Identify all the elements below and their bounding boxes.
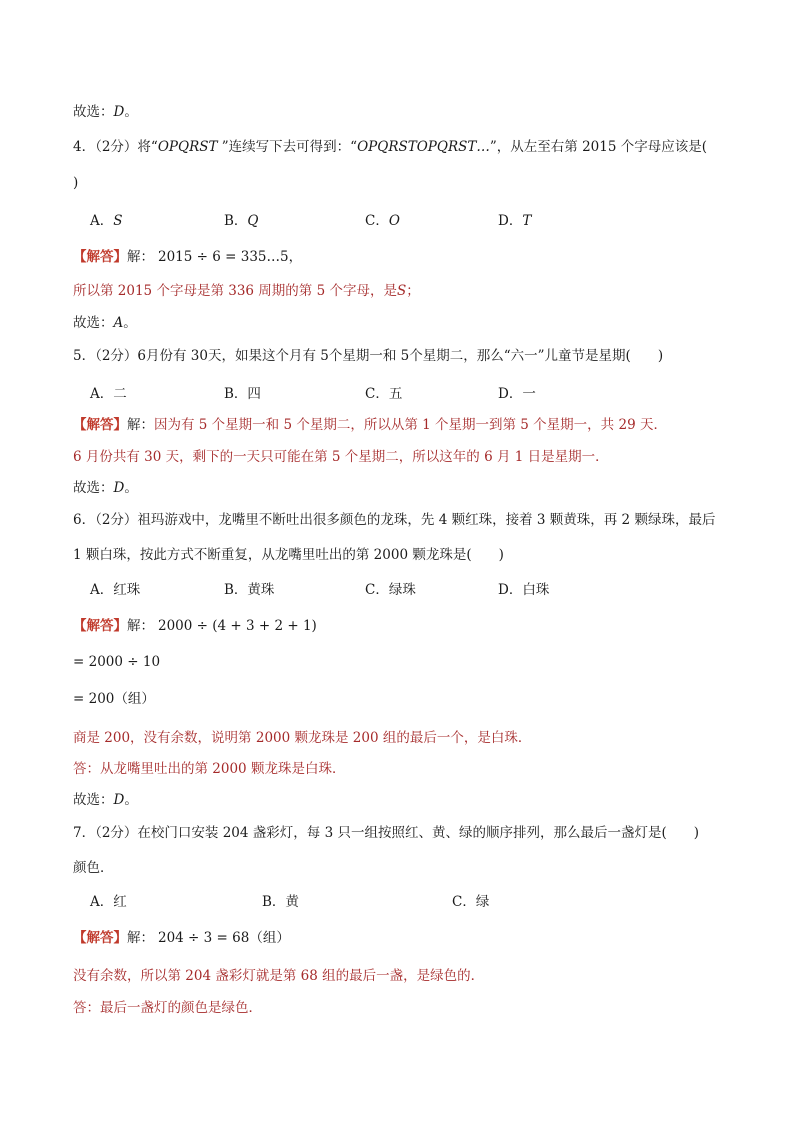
q4-option-c [365, 212, 400, 230]
q4-explain [73, 282, 420, 300]
q4-option-a [90, 212, 123, 230]
q5-stem: 5．（2分）6月份有 30天，如果这个月有 5个星期一和 5个星期二，那么“六一”儿童节是星期( ) [73, 348, 664, 364]
q5-option-a [90, 385, 127, 403]
q5-option-d [498, 385, 536, 403]
q7-stem-line2: 颜色． [73, 860, 114, 876]
q6-option-c [365, 581, 416, 599]
answer-suffix: 。 [123, 315, 137, 331]
q4-explain-text: 所以第 2015 个字母是第 336 周期的第 5 个字母，是 [73, 283, 397, 299]
q4-stem-text: 4．（2分）将“ [73, 139, 158, 155]
answer-value: D [113, 104, 125, 120]
option-text: 绿 [475, 894, 490, 910]
prev-answer-line [73, 103, 138, 121]
option-letter: C． [452, 894, 476, 910]
q5-solution-line [73, 416, 667, 434]
solution-tag: 【解答】 [73, 930, 127, 946]
q6-answer-line [73, 791, 138, 809]
q6-calc-3: = 200（组） [73, 691, 155, 707]
option-text: 五 [388, 386, 403, 402]
option-text: T [522, 213, 532, 229]
q7-solution-line [73, 929, 290, 947]
q5-option-c [365, 385, 402, 403]
q6-option-b [224, 581, 274, 599]
q7-option-c [452, 893, 489, 911]
solution-lead: 解： [127, 249, 154, 265]
answer-suffix: 。 [124, 792, 138, 808]
q4-explain-text: ； [406, 283, 420, 299]
option-text: Q [247, 213, 259, 229]
option-letter: B． [224, 213, 248, 229]
option-text: 白珠 [522, 582, 550, 598]
q7-reply: 答：最后一盏灯的颜色是绿色． [73, 1000, 262, 1016]
q6-reply: 答：从龙嘴里吐出的第 2000 颗龙珠是白珠． [73, 761, 346, 777]
option-letter: C． [365, 213, 389, 229]
option-letter: A． [90, 582, 114, 598]
option-letter: D． [498, 582, 523, 598]
solution-lead: 解： [127, 930, 154, 946]
q7-option-b [262, 893, 299, 911]
option-text: O [388, 213, 400, 229]
q4-stem-line1 [73, 138, 707, 156]
option-text: S [113, 213, 123, 229]
q4-option-b [224, 212, 259, 230]
option-text: 黄珠 [247, 582, 275, 598]
q4-stem-text: ”，从左至右第 2015 个字母应该是( [489, 139, 707, 155]
q5-option-b [224, 385, 261, 403]
q6-option-d [498, 581, 549, 599]
q4-stem-text: ”连续写下去可得到：“ [217, 139, 358, 155]
q6-calc-2: = 2000 ÷ 10 [73, 654, 161, 670]
q4-solution-line [73, 248, 302, 266]
q5-answer-line [73, 479, 138, 497]
q5-explain-2: 6 月份共有 30 天，剩下的一天只可能在第 5 个星期二，所以这年的 6 月 1 日是星期一． [73, 449, 609, 465]
option-letter: A． [90, 213, 114, 229]
option-letter: C． [365, 386, 389, 402]
answer-value: A [113, 315, 124, 331]
option-letter: D． [498, 386, 523, 402]
q4-option-d [498, 212, 531, 230]
option-letter: B． [224, 582, 248, 598]
answer-prefix: 故选： [73, 480, 114, 496]
solution-tag: 【解答】 [73, 618, 127, 634]
answer-suffix: 。 [124, 104, 138, 120]
solution-tag: 【解答】 [73, 417, 127, 433]
option-letter: D． [498, 213, 523, 229]
option-text: 四 [247, 386, 261, 402]
answer-value: D [113, 792, 125, 808]
q7-option-a [90, 893, 127, 911]
q4-calc: 2015 ÷ 6 = 335…5， [158, 249, 303, 265]
q4-sequence-repeat: OPQRSTOPQRST… [357, 139, 490, 155]
q4-sequence: OPQRST [157, 139, 218, 155]
q6-explain: 商是 200，没有余数，说明第 2000 颗龙珠是 200 组的最后一个，是白珠． [73, 730, 532, 746]
q4-answer-line [73, 314, 137, 332]
option-letter: A． [90, 386, 114, 402]
option-text: 二 [113, 386, 127, 402]
q5-explain-1: 因为有 5 个星期一和 5 个星期二，所以从第 1 个星期一到第 5 个星期一，共 29 天． [154, 417, 667, 433]
option-text: 红珠 [113, 582, 141, 598]
q6-stem-line1: 6．（2分）祖玛游戏中，龙嘴里不断吐出很多颜色的龙珠，先 4 颗红珠，接着 3 颗黄珠，再 2 颗绿珠，最后 [73, 512, 716, 528]
option-text: 一 [522, 386, 536, 402]
option-letter: B． [262, 894, 286, 910]
option-letter: B． [224, 386, 248, 402]
option-letter: A． [90, 894, 114, 910]
solution-lead: 解： [127, 417, 154, 433]
answer-prefix: 故选： [73, 104, 114, 120]
q7-explain: 没有余数，所以第 204 盏彩灯就是第 68 组的最后一盏，是绿色的． [73, 968, 485, 984]
q6-option-a [90, 581, 140, 599]
q7-calc: 204 ÷ 3 = 68（组） [158, 930, 290, 946]
option-text: 绿珠 [388, 582, 416, 598]
answer-value: D [113, 480, 125, 496]
q6-solution-line [73, 617, 317, 635]
solution-tag: 【解答】 [73, 249, 127, 265]
answer-prefix: 故选： [73, 315, 114, 331]
answer-prefix: 故选： [73, 792, 114, 808]
solution-lead: 解： [127, 618, 154, 634]
option-text: 黄 [285, 894, 299, 910]
q6-stem-line2: 1 颗白珠，按此方式不断重复，从龙嘴里吐出的第 2000 颗龙珠是( ) [73, 547, 504, 563]
option-text: 红 [113, 894, 127, 910]
q4-explain-letter: S [396, 283, 407, 299]
q4-stem-line2: ) [73, 175, 79, 191]
q7-stem-line1: 7．（2分）在校门口安装 204 盏彩灯，每 3 只一组按照红、黄、绿的顺序排列，那么最后一盏灯是( ) [73, 825, 699, 841]
option-letter: C． [365, 582, 389, 598]
q6-calc-1: 2000 ÷ (4 + 3 + 2 + 1) [158, 618, 317, 634]
answer-suffix: 。 [124, 480, 138, 496]
